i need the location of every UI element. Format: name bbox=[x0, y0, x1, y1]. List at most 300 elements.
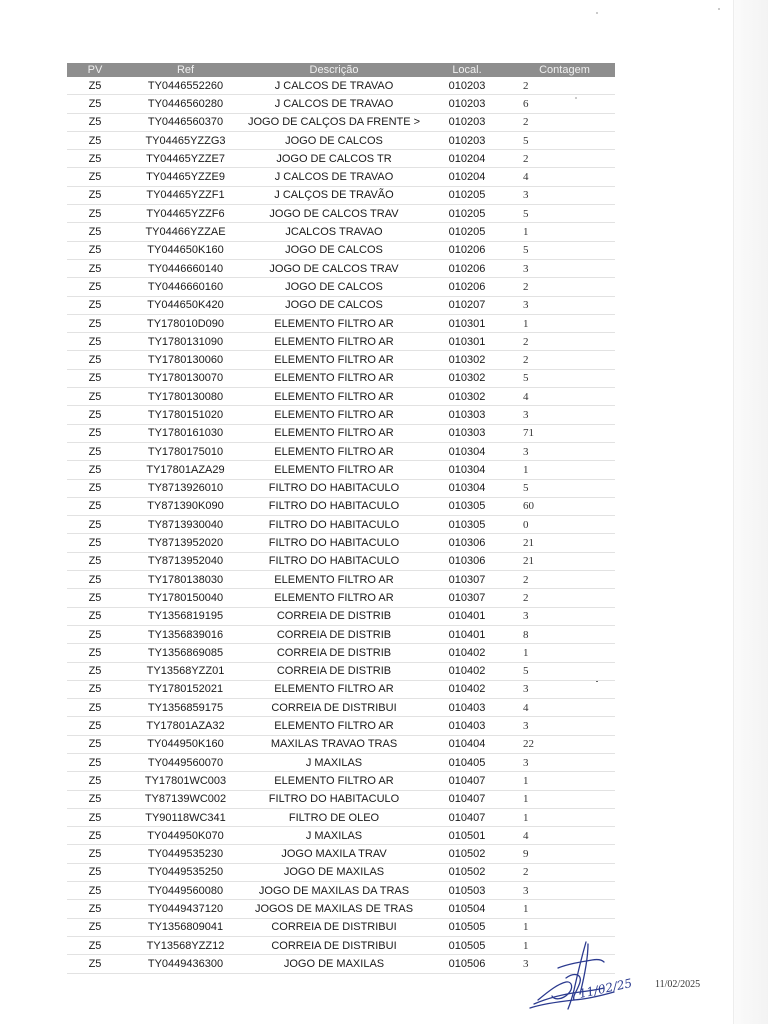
cell-contagem: 1 bbox=[514, 790, 615, 808]
scanned-page-edge bbox=[733, 0, 768, 1024]
cell-descricao: JOGO DE MAXILAS DA TRAS bbox=[248, 882, 420, 900]
cell-ref: TY04465YZZE9 bbox=[123, 168, 248, 186]
cell-local: 010506 bbox=[420, 955, 514, 973]
cell-contagem: 2 bbox=[514, 278, 615, 296]
cell-local: 010407 bbox=[420, 772, 514, 790]
cell-descricao: JOGO MAXILA TRAV bbox=[248, 845, 420, 863]
cell-local: 010205 bbox=[420, 205, 514, 223]
cell-descricao: FILTRO DO HABITACULO bbox=[248, 516, 420, 534]
cell-descricao: JOGO DE CALCOS TRAV bbox=[248, 205, 420, 223]
table-row bbox=[67, 77, 615, 95]
cell-ref: TY04465YZZF6 bbox=[123, 205, 248, 223]
cell-descricao: FILTRO DO HABITACULO bbox=[248, 790, 420, 808]
cell-ref: TY178010D090 bbox=[123, 314, 248, 332]
cell-local: 010302 bbox=[420, 351, 514, 369]
cell-ref: TY1780131090 bbox=[123, 333, 248, 351]
cell-descricao: J CALCOS DE TRAVAO bbox=[248, 77, 420, 95]
cell-contagem: 2 bbox=[514, 113, 615, 131]
cell-descricao: J CALCOS DE TRAVAO bbox=[248, 168, 420, 186]
cell-descricao: JOGOS DE MAXILAS DE TRAS bbox=[248, 900, 420, 918]
cell-local: 010203 bbox=[420, 131, 514, 149]
header-descricao: Descrição bbox=[248, 63, 420, 77]
cell-ref: TY17801AZA32 bbox=[123, 717, 248, 735]
cell-ref: TY04465YZZG3 bbox=[123, 131, 248, 149]
cell-local: 010306 bbox=[420, 534, 514, 552]
cell-descricao: ELEMENTO FILTRO AR bbox=[248, 461, 420, 479]
table-row bbox=[67, 314, 615, 332]
cell-pv: Z5 bbox=[67, 278, 123, 296]
table-row bbox=[67, 205, 615, 223]
cell-contagem: 4 bbox=[514, 827, 615, 845]
cell-pv: Z5 bbox=[67, 424, 123, 442]
cell-local: 010304 bbox=[420, 479, 514, 497]
cell-ref: TY04465YZZF1 bbox=[123, 186, 248, 204]
cell-pv: Z5 bbox=[67, 552, 123, 570]
table-row bbox=[67, 534, 615, 552]
cell-descricao: ELEMENTO FILTRO AR bbox=[248, 589, 420, 607]
cell-pv: Z5 bbox=[67, 918, 123, 936]
cell-contagem: 8 bbox=[514, 625, 615, 643]
cell-pv: Z5 bbox=[67, 351, 123, 369]
table-row bbox=[67, 753, 615, 771]
header-pv: PV bbox=[67, 63, 123, 77]
cell-ref: TY1356839016 bbox=[123, 625, 248, 643]
cell-local: 010206 bbox=[420, 278, 514, 296]
cell-contagem: 3 bbox=[514, 955, 615, 973]
cell-descricao: ELEMENTO FILTRO AR bbox=[248, 314, 420, 332]
cell-contagem: 2 bbox=[514, 351, 615, 369]
cell-local: 010205 bbox=[420, 186, 514, 204]
cell-contagem: 1 bbox=[514, 644, 615, 662]
table-row bbox=[67, 259, 615, 277]
cell-pv: Z5 bbox=[67, 516, 123, 534]
cell-pv: Z5 bbox=[67, 77, 123, 95]
header-ref: Ref bbox=[123, 63, 248, 77]
cell-descricao: ELEMENTO FILTRO AR bbox=[248, 571, 420, 589]
cell-descricao: ELEMENTO FILTRO AR bbox=[248, 424, 420, 442]
cell-pv: Z5 bbox=[67, 808, 123, 826]
cell-ref: TY0449560080 bbox=[123, 882, 248, 900]
cell-ref: TY1780175010 bbox=[123, 442, 248, 460]
cell-ref: TY0449436300 bbox=[123, 955, 248, 973]
cell-local: 010207 bbox=[420, 296, 514, 314]
document-date: 11/02/2025 bbox=[655, 979, 701, 990]
table-row bbox=[67, 863, 615, 881]
cell-local: 010302 bbox=[420, 388, 514, 406]
cell-local: 010301 bbox=[420, 314, 514, 332]
cell-descricao: JOGO DE CALCOS TR bbox=[248, 150, 420, 168]
handwritten-signature bbox=[528, 938, 634, 1012]
cell-pv: Z5 bbox=[67, 479, 123, 497]
cell-contagem: 71 bbox=[514, 424, 615, 442]
cell-ref: TY0446660140 bbox=[123, 259, 248, 277]
cell-local: 010402 bbox=[420, 680, 514, 698]
cell-contagem: 1 bbox=[514, 461, 615, 479]
cell-ref: TY04465YZZE7 bbox=[123, 150, 248, 168]
cell-contagem: 3 bbox=[514, 717, 615, 735]
cell-contagem: 60 bbox=[514, 497, 615, 515]
cell-pv: Z5 bbox=[67, 863, 123, 881]
cell-pv: Z5 bbox=[67, 442, 123, 460]
cell-pv: Z5 bbox=[67, 241, 123, 259]
cell-descricao: MAXILAS TRAVAO TRAS bbox=[248, 735, 420, 753]
cell-contagem: 3 bbox=[514, 406, 615, 424]
table-row bbox=[67, 296, 615, 314]
cell-ref: TY1780151020 bbox=[123, 406, 248, 424]
table-row bbox=[67, 516, 615, 534]
cell-descricao: FILTRO DO HABITACULO bbox=[248, 552, 420, 570]
cell-pv: Z5 bbox=[67, 936, 123, 954]
header-contagem: Contagem bbox=[514, 63, 615, 77]
cell-ref: TY1780130060 bbox=[123, 351, 248, 369]
cell-ref: TY1780161030 bbox=[123, 424, 248, 442]
cell-contagem: 5 bbox=[514, 479, 615, 497]
table-row bbox=[67, 644, 615, 662]
scan-speck bbox=[718, 8, 720, 10]
cell-descricao: JOGO DE MAXILAS bbox=[248, 955, 420, 973]
cell-local: 010304 bbox=[420, 461, 514, 479]
cell-pv: Z5 bbox=[67, 406, 123, 424]
cell-ref: TY0446560280 bbox=[123, 95, 248, 113]
cell-contagem: 21 bbox=[514, 534, 615, 552]
cell-contagem: 3 bbox=[514, 680, 615, 698]
table-row bbox=[67, 900, 615, 918]
table-row bbox=[67, 406, 615, 424]
cell-contagem: 5 bbox=[514, 241, 615, 259]
cell-contagem: 5 bbox=[514, 131, 615, 149]
table-row bbox=[67, 571, 615, 589]
cell-descricao: FILTRO DO HABITACULO bbox=[248, 534, 420, 552]
cell-pv: Z5 bbox=[67, 955, 123, 973]
cell-descricao: FILTRO DO HABITACULO bbox=[248, 479, 420, 497]
cell-local: 010307 bbox=[420, 571, 514, 589]
table-row bbox=[67, 662, 615, 680]
table-row bbox=[67, 388, 615, 406]
cell-contagem: 3 bbox=[514, 186, 615, 204]
cell-local: 010305 bbox=[420, 516, 514, 534]
cell-descricao: FILTRO DE OLEO bbox=[248, 808, 420, 826]
table-row bbox=[67, 95, 615, 113]
cell-contagem: 22 bbox=[514, 735, 615, 753]
cell-descricao: ELEMENTO FILTRO AR bbox=[248, 388, 420, 406]
cell-ref: TY1356819195 bbox=[123, 607, 248, 625]
cell-descricao: JOGO DE CALCOS bbox=[248, 131, 420, 149]
cell-local: 010505 bbox=[420, 918, 514, 936]
cell-ref: TY044650K420 bbox=[123, 296, 248, 314]
cell-ref: TY17801WC003 bbox=[123, 772, 248, 790]
cell-ref: TY0446552260 bbox=[123, 77, 248, 95]
cell-local: 010302 bbox=[420, 369, 514, 387]
cell-contagem: 4 bbox=[514, 699, 615, 717]
table-row bbox=[67, 241, 615, 259]
cell-pv: Z5 bbox=[67, 497, 123, 515]
cell-contagem: 5 bbox=[514, 369, 615, 387]
cell-descricao: ELEMENTO FILTRO AR bbox=[248, 442, 420, 460]
cell-ref: TY1356859175 bbox=[123, 699, 248, 717]
table-row bbox=[67, 845, 615, 863]
table-row bbox=[67, 168, 615, 186]
cell-pv: Z5 bbox=[67, 314, 123, 332]
cell-pv: Z5 bbox=[67, 753, 123, 771]
cell-contagem: 1 bbox=[514, 936, 615, 954]
cell-pv: Z5 bbox=[67, 827, 123, 845]
table-row bbox=[67, 625, 615, 643]
cell-ref: TY871390K090 bbox=[123, 497, 248, 515]
cell-descricao: ELEMENTO FILTRO AR bbox=[248, 406, 420, 424]
cell-local: 010304 bbox=[420, 442, 514, 460]
cell-contagem: 2 bbox=[514, 77, 615, 95]
cell-local: 010505 bbox=[420, 936, 514, 954]
cell-contagem: 5 bbox=[514, 662, 615, 680]
cell-ref: TY04466YZZAE bbox=[123, 223, 248, 241]
cell-local: 010504 bbox=[420, 900, 514, 918]
cell-descricao: CORREIA DE DISTRIBUI bbox=[248, 936, 420, 954]
cell-ref: TY0449560070 bbox=[123, 753, 248, 771]
cell-contagem: 1 bbox=[514, 314, 615, 332]
table-row bbox=[67, 442, 615, 460]
cell-local: 010502 bbox=[420, 845, 514, 863]
cell-ref: TY0446560370 bbox=[123, 113, 248, 131]
cell-contagem: 1 bbox=[514, 808, 615, 826]
table-row bbox=[67, 369, 615, 387]
table-row bbox=[67, 131, 615, 149]
cell-contagem: 2 bbox=[514, 150, 615, 168]
cell-ref: TY13568YZZ01 bbox=[123, 662, 248, 680]
scan-speck bbox=[596, 12, 598, 14]
cell-descricao: ELEMENTO FILTRO AR bbox=[248, 772, 420, 790]
cell-descricao: JOGO DE CALCOS bbox=[248, 296, 420, 314]
cell-pv: Z5 bbox=[67, 662, 123, 680]
table-row bbox=[67, 918, 615, 936]
table-row bbox=[67, 278, 615, 296]
cell-contagem: 6 bbox=[514, 95, 615, 113]
cell-ref: TY0446660160 bbox=[123, 278, 248, 296]
cell-descricao: CORREIA DE DISTRIB bbox=[248, 662, 420, 680]
cell-pv: Z5 bbox=[67, 113, 123, 131]
cell-ref: TY044950K160 bbox=[123, 735, 248, 753]
cell-contagem: 2 bbox=[514, 589, 615, 607]
cell-local: 010206 bbox=[420, 259, 514, 277]
cell-pv: Z5 bbox=[67, 845, 123, 863]
cell-local: 010402 bbox=[420, 662, 514, 680]
cell-local: 010204 bbox=[420, 150, 514, 168]
cell-pv: Z5 bbox=[67, 900, 123, 918]
cell-ref: TY044950K070 bbox=[123, 827, 248, 845]
cell-contagem: 3 bbox=[514, 882, 615, 900]
cell-descricao: JOGO DE CALCOS TRAV bbox=[248, 259, 420, 277]
cell-pv: Z5 bbox=[67, 259, 123, 277]
cell-contagem: 3 bbox=[514, 753, 615, 771]
header-local: Local. bbox=[420, 63, 514, 77]
table-row bbox=[67, 589, 615, 607]
cell-pv: Z5 bbox=[67, 223, 123, 241]
cell-local: 010301 bbox=[420, 333, 514, 351]
cell-ref: TY13568YZZ12 bbox=[123, 936, 248, 954]
table-row bbox=[67, 607, 615, 625]
table-row bbox=[67, 717, 615, 735]
cell-ref: TY17801AZA29 bbox=[123, 461, 248, 479]
cell-pv: Z5 bbox=[67, 680, 123, 698]
signature-date-text: 11/02/25 bbox=[577, 976, 634, 1001]
cell-pv: Z5 bbox=[67, 790, 123, 808]
cell-descricao: JCALCOS TRAVAO bbox=[248, 223, 420, 241]
table-row bbox=[67, 808, 615, 826]
cell-descricao: CORREIA DE DISTRIB bbox=[248, 625, 420, 643]
table-row bbox=[67, 735, 615, 753]
cell-contagem: 2 bbox=[514, 863, 615, 881]
cell-pv: Z5 bbox=[67, 296, 123, 314]
cell-pv: Z5 bbox=[67, 205, 123, 223]
cell-ref: TY8713930040 bbox=[123, 516, 248, 534]
cell-ref: TY1780138030 bbox=[123, 571, 248, 589]
cell-pv: Z5 bbox=[67, 95, 123, 113]
cell-descricao: CORREIA DE DISTRIBUI bbox=[248, 918, 420, 936]
cell-ref: TY8713952020 bbox=[123, 534, 248, 552]
cell-pv: Z5 bbox=[67, 717, 123, 735]
cell-ref: TY1780130080 bbox=[123, 388, 248, 406]
cell-descricao: ELEMENTO FILTRO AR bbox=[248, 351, 420, 369]
cell-contagem: 0 bbox=[514, 516, 615, 534]
cell-descricao: CORREIA DE DISTRIB bbox=[248, 644, 420, 662]
cell-ref: TY1356809041 bbox=[123, 918, 248, 936]
table-header-row bbox=[67, 63, 615, 77]
cell-descricao: J CALÇOS DE TRAVÃO bbox=[248, 186, 420, 204]
cell-pv: Z5 bbox=[67, 625, 123, 643]
cell-local: 010402 bbox=[420, 644, 514, 662]
cell-pv: Z5 bbox=[67, 882, 123, 900]
cell-contagem: 3 bbox=[514, 259, 615, 277]
cell-pv: Z5 bbox=[67, 150, 123, 168]
cell-local: 010407 bbox=[420, 808, 514, 826]
cell-contagem: 4 bbox=[514, 168, 615, 186]
cell-pv: Z5 bbox=[67, 607, 123, 625]
cell-descricao: CORREIA DE DISTRIBUI bbox=[248, 699, 420, 717]
cell-local: 010404 bbox=[420, 735, 514, 753]
table-row bbox=[67, 497, 615, 515]
cell-local: 010205 bbox=[420, 223, 514, 241]
cell-ref: TY1780152021 bbox=[123, 680, 248, 698]
cell-local: 010303 bbox=[420, 424, 514, 442]
cell-descricao: J MAXILAS bbox=[248, 753, 420, 771]
table-row bbox=[67, 882, 615, 900]
table-row bbox=[67, 680, 615, 698]
cell-descricao: JOGO DE CALCOS bbox=[248, 241, 420, 259]
cell-descricao: ELEMENTO FILTRO AR bbox=[248, 333, 420, 351]
cell-contagem: 1 bbox=[514, 772, 615, 790]
cell-local: 010307 bbox=[420, 589, 514, 607]
table-row bbox=[67, 351, 615, 369]
cell-ref: TY1780150040 bbox=[123, 589, 248, 607]
cell-pv: Z5 bbox=[67, 644, 123, 662]
table-row bbox=[67, 424, 615, 442]
cell-local: 010203 bbox=[420, 113, 514, 131]
table-body bbox=[67, 77, 615, 973]
cell-descricao: FILTRO DO HABITACULO bbox=[248, 497, 420, 515]
table-row bbox=[67, 150, 615, 168]
cell-local: 010502 bbox=[420, 863, 514, 881]
cell-descricao: ELEMENTO FILTRO AR bbox=[248, 680, 420, 698]
table-row bbox=[67, 479, 615, 497]
cell-contagem: 4 bbox=[514, 388, 615, 406]
cell-pv: Z5 bbox=[67, 571, 123, 589]
cell-contagem: 21 bbox=[514, 552, 615, 570]
cell-local: 010303 bbox=[420, 406, 514, 424]
table-row bbox=[67, 186, 615, 204]
cell-local: 010305 bbox=[420, 497, 514, 515]
table-row bbox=[67, 772, 615, 790]
table-row bbox=[67, 827, 615, 845]
cell-descricao: JOGO DE CALÇOS DA FRENTE > bbox=[248, 113, 420, 131]
cell-ref: TY87139WC002 bbox=[123, 790, 248, 808]
cell-contagem: 1 bbox=[514, 223, 615, 241]
cell-pv: Z5 bbox=[67, 589, 123, 607]
cell-pv: Z5 bbox=[67, 333, 123, 351]
cell-pv: Z5 bbox=[67, 461, 123, 479]
cell-contagem: 2 bbox=[514, 571, 615, 589]
cell-descricao: J CALCOS DE TRAVAO bbox=[248, 95, 420, 113]
cell-local: 010206 bbox=[420, 241, 514, 259]
cell-ref: TY0449535250 bbox=[123, 863, 248, 881]
cell-pv: Z5 bbox=[67, 369, 123, 387]
cell-contagem: 3 bbox=[514, 296, 615, 314]
cell-contagem: 3 bbox=[514, 442, 615, 460]
cell-contagem: 9 bbox=[514, 845, 615, 863]
cell-descricao: CORREIA DE DISTRIB bbox=[248, 607, 420, 625]
cell-ref: TY0449535230 bbox=[123, 845, 248, 863]
table-header bbox=[67, 63, 615, 77]
cell-pv: Z5 bbox=[67, 388, 123, 406]
cell-local: 010203 bbox=[420, 77, 514, 95]
table-row bbox=[67, 113, 615, 131]
cell-local: 010403 bbox=[420, 717, 514, 735]
cell-pv: Z5 bbox=[67, 772, 123, 790]
cell-ref: TY1780130070 bbox=[123, 369, 248, 387]
cell-pv: Z5 bbox=[67, 735, 123, 753]
cell-pv: Z5 bbox=[67, 131, 123, 149]
table-row bbox=[67, 699, 615, 717]
cell-pv: Z5 bbox=[67, 168, 123, 186]
cell-ref: TY8713952040 bbox=[123, 552, 248, 570]
cell-local: 010405 bbox=[420, 753, 514, 771]
cell-local: 010501 bbox=[420, 827, 514, 845]
cell-pv: Z5 bbox=[67, 699, 123, 717]
cell-ref: TY044650K160 bbox=[123, 241, 248, 259]
cell-local: 010403 bbox=[420, 699, 514, 717]
cell-local: 010401 bbox=[420, 625, 514, 643]
cell-contagem: 1 bbox=[514, 918, 615, 936]
cell-local: 010401 bbox=[420, 607, 514, 625]
cell-contagem: 3 bbox=[514, 607, 615, 625]
cell-local: 010407 bbox=[420, 790, 514, 808]
cell-local: 010203 bbox=[420, 95, 514, 113]
cell-descricao: JOGO DE CALCOS bbox=[248, 278, 420, 296]
inventory-count-table bbox=[67, 63, 615, 974]
cell-contagem: 5 bbox=[514, 205, 615, 223]
cell-local: 010503 bbox=[420, 882, 514, 900]
cell-descricao: ELEMENTO FILTRO AR bbox=[248, 717, 420, 735]
table-row bbox=[67, 461, 615, 479]
cell-ref: TY8713926010 bbox=[123, 479, 248, 497]
cell-descricao: ELEMENTO FILTRO AR bbox=[248, 369, 420, 387]
cell-descricao: JOGO DE MAXILAS bbox=[248, 863, 420, 881]
table-row bbox=[67, 223, 615, 241]
cell-local: 010204 bbox=[420, 168, 514, 186]
cell-ref: TY0449437120 bbox=[123, 900, 248, 918]
cell-contagem: 1 bbox=[514, 900, 615, 918]
table-row bbox=[67, 333, 615, 351]
cell-descricao: J MAXILAS bbox=[248, 827, 420, 845]
cell-pv: Z5 bbox=[67, 186, 123, 204]
